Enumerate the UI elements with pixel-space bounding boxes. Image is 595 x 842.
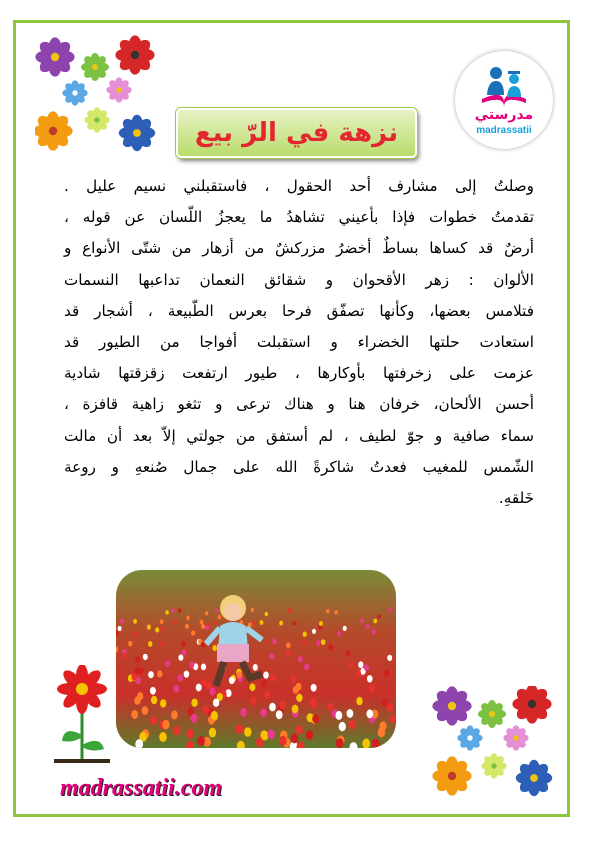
text-line: الألوان : زهر الأقحوان و شقائق النعمان تداعبها النسمات bbox=[64, 270, 534, 289]
flower-cluster-bottom-right bbox=[432, 686, 557, 801]
page-title: نزهة في الرّ بيع bbox=[194, 118, 399, 148]
text-line: فتلامس بعضها، وكأنها تصفّق فرحا بعرس الطّبيعة ، أشجار قد bbox=[64, 301, 534, 320]
red-flower-drawing bbox=[52, 665, 112, 765]
logo-arabic-text: مدرستي bbox=[474, 107, 534, 123]
text-line: الشّمس للمغيب فعدتُ شاكرةً الله على جمال صُنعهِ و روعة bbox=[64, 457, 534, 476]
text-line: خَلقهِ. bbox=[498, 489, 534, 508]
site-logo bbox=[455, 51, 553, 149]
text-line: سماء صافية و جوّ لطيف ، لم أستفق من جولتي إلاّ بعد أن مالت bbox=[64, 426, 534, 445]
footer-website: madrassatii.com bbox=[60, 775, 223, 801]
title-banner bbox=[176, 108, 417, 158]
text-line: استعادت حلتها الخضراء و استقبلت أفواجا من الطيور قد bbox=[64, 333, 534, 352]
text-line: أرضٌ قد كساها بساطٌ أخضرُ مزركشٌ من أزهار من شتّى الأنواع و bbox=[64, 239, 534, 258]
story-paragraph bbox=[64, 171, 534, 514]
text-line: وصلتُ إلى مشارف أحد الحقول ، فاستقبلني نسيم عليل . bbox=[64, 177, 534, 195]
text-line: عزمت على زخرفتها بأوكارها ، طيور ارتفعت زقزقتها شادية bbox=[64, 364, 534, 383]
logo-latin-text: madrassatii bbox=[476, 125, 532, 136]
tulip-field-photo bbox=[116, 570, 396, 748]
text-line: تقدمتُ خطوات فإذا بأعيني تشاهدُ ما يعجزُ اللّسان عن قوله ، bbox=[64, 208, 534, 227]
reading-children-icon bbox=[474, 59, 534, 109]
text-line: أحسن الألحان، خرفان هنا و هناك ترعى و تثغو زاهية قافزة ، bbox=[64, 395, 534, 414]
flower-cluster-top-left bbox=[35, 35, 165, 155]
